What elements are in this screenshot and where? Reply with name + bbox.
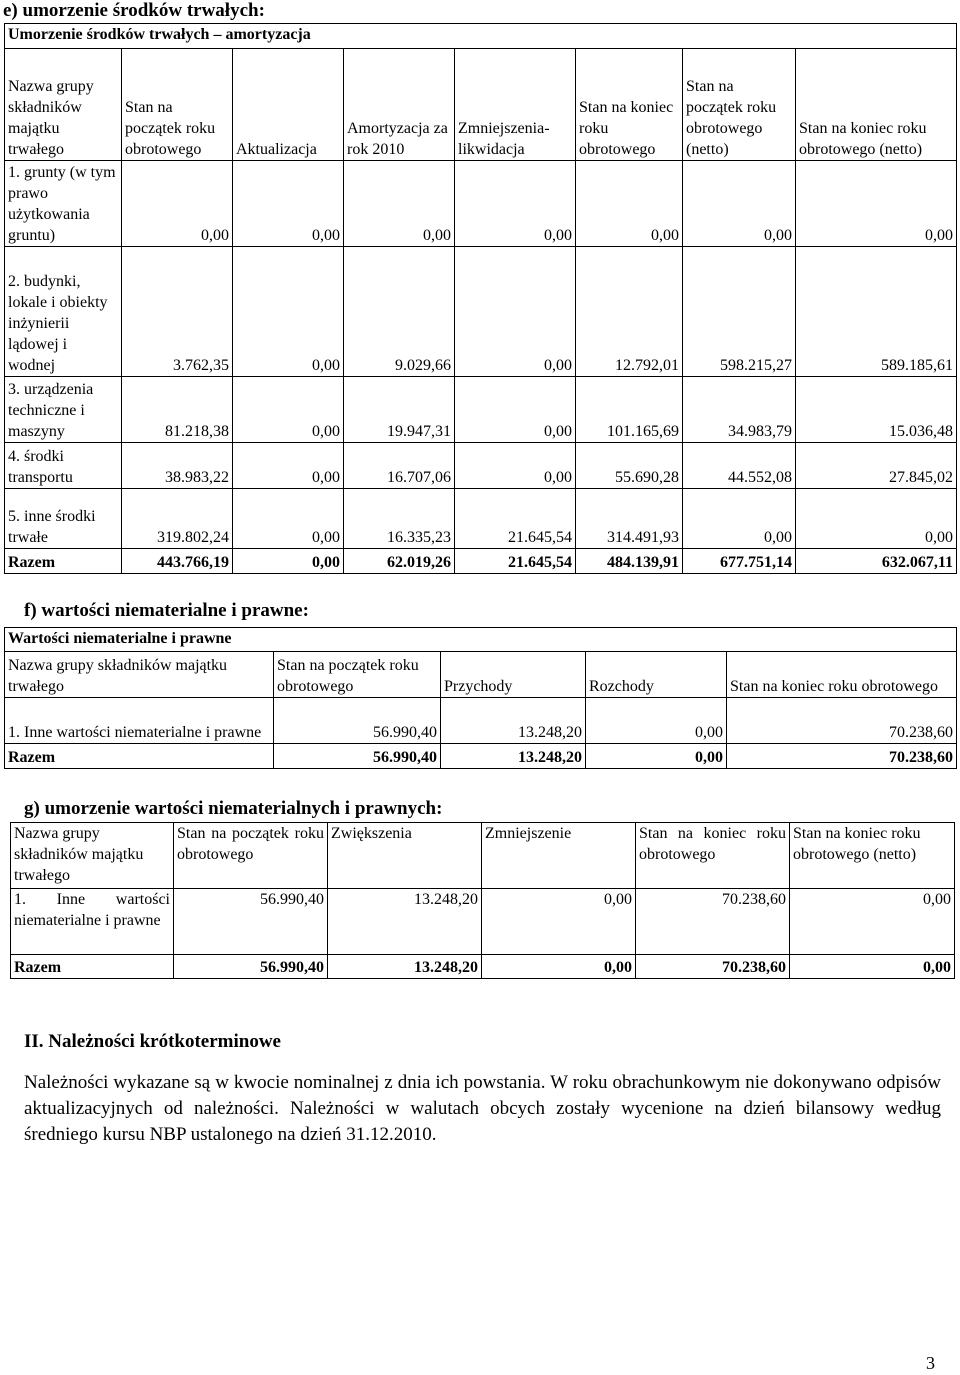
cell-value: 0,00 [586,698,727,744]
column-header: Nazwa grupy składników majątku trwałego [11,823,174,889]
cell-value: 0,00 [233,247,344,377]
column-header: Rozchody [586,652,727,698]
total-row [5,744,957,769]
column-header: Stan na początek roku obrotowego [174,823,328,889]
cell-value: 56.990,40 [274,744,441,769]
cell-value: 44.552,08 [683,443,796,489]
column-header: Nazwa grupy składników majątku trwałego [5,49,122,161]
column-header: Przychody [441,652,586,698]
column-header: Stan na początek roku obrotowego [274,652,441,698]
row-label: Razem [11,955,174,979]
column-header: Stan na koniec roku obrotowego [576,49,683,161]
cell-value: 3.762,35 [122,247,233,377]
row-label: Razem [5,744,274,769]
cell-value: 13.248,20 [328,955,482,979]
cell-value: 0,00 [790,889,955,955]
column-header: Zmniejszenie [482,823,636,889]
cell-value: 0,00 [233,549,344,574]
cell-value: 16.335,23 [344,489,455,549]
cell-value: 62.019,26 [344,549,455,574]
table-row [5,161,957,247]
cell-value: 12.792,01 [576,247,683,377]
cell-value: 70.238,60 [636,889,790,955]
column-header: Amortyzacja za rok 2010 [344,49,455,161]
cell-value: 13.248,20 [441,698,586,744]
cell-value: 21.645,54 [455,489,576,549]
cell-value: 34.983,79 [683,377,796,443]
cell-value: 589.185,61 [796,247,957,377]
cell-value: 70.238,60 [636,955,790,979]
cell-value: 598.215,27 [683,247,796,377]
cell-value: 0,00 [790,955,955,979]
table-row [5,247,957,377]
column-header: Stan na koniec roku obrotowego (netto) [790,823,955,889]
intangible-assets-table [4,627,957,769]
cell-value: 70.238,60 [727,744,957,769]
section-e-title: e) umorzenie środków trwałych: [3,0,265,21]
section-g-title: g) umorzenie wartości niematerialnych i prawnych: [24,798,443,819]
row-label: 1. Inne wartości niematerialne i prawne [11,889,174,955]
row-label: 1. grunty (w tym prawo użytkowania gruntu) [5,161,122,247]
cell-value: 27.845,02 [796,443,957,489]
table-row [5,698,957,744]
cell-value: 0,00 [455,247,576,377]
cell-value: 19.947,31 [344,377,455,443]
column-header: Stan na koniec roku obrotowego [727,652,957,698]
table-row [11,889,955,955]
total-row [11,955,955,979]
cell-value: 0,00 [233,377,344,443]
cell-value: 56.990,40 [274,698,441,744]
cell-value: 677.751,14 [683,549,796,574]
cell-value: 70.238,60 [727,698,957,744]
cell-value: 81.218,38 [122,377,233,443]
table-caption: Wartości niematerialne i prawne [5,628,957,652]
cell-value: 15.036,48 [796,377,957,443]
column-header: Zmniejszenia-likwidacja [455,49,576,161]
cell-value: 0,00 [482,889,636,955]
section-ii-paragraph: Należności wykazane są w kwocie nominalnej z dnia ich powstania. W roku obrachunkowym nie dokonywano odpisów aktualizacyjnych od należności. Należności w walutach obcych zostały wycenione na dzień bilansowy według średniego kursu NBP ustalonego na dzień 31.12.2010. [24,1072,941,1145]
row-label: 4. środki transportu [5,443,122,489]
row-label: Razem [5,549,122,574]
cell-value: 0,00 [233,161,344,247]
cell-value: 21.645,54 [455,549,576,574]
table-row [5,443,957,489]
fixed-assets-depreciation-table [4,23,957,574]
cell-value: 16.707,06 [344,443,455,489]
row-label: 1. Inne wartości niematerialne i prawne [5,698,274,744]
row-label: 5. inne środki trwałe [5,489,122,549]
cell-value: 56.990,40 [174,955,328,979]
cell-value: 0,00 [683,489,796,549]
intangible-amortization-table [10,822,955,979]
table-row [5,377,957,443]
cell-value: 443.766,19 [122,549,233,574]
cell-value: 319.802,24 [122,489,233,549]
cell-value: 0,00 [455,443,576,489]
cell-value: 0,00 [482,955,636,979]
cell-value: 13.248,20 [441,744,586,769]
cell-value: 9.029,66 [344,247,455,377]
column-header: Stan na początek roku obrotowego (netto) [683,49,796,161]
cell-value: 0,00 [122,161,233,247]
cell-value: 0,00 [344,161,455,247]
cell-value: 56.990,40 [174,889,328,955]
cell-value: 38.983,22 [122,443,233,489]
cell-value: 484.139,91 [576,549,683,574]
column-header: Zwiększenia [328,823,482,889]
cell-value: 13.248,20 [328,889,482,955]
column-header: Aktualizacja [233,49,344,161]
cell-value: 632.067,11 [796,549,957,574]
row-label: 2. budynki, lokale i obiekty inżynierii lądowej i wodnej [5,247,122,377]
cell-value: 0,00 [796,489,957,549]
cell-value: 0,00 [455,377,576,443]
cell-value: 0,00 [796,161,957,247]
table-caption: Umorzenie środków trwałych – amortyzacja [5,24,957,49]
cell-value: 0,00 [455,161,576,247]
section-f-title: f) wartości niematerialne i prawne: [24,600,309,621]
column-header: Nazwa grupy składników majątku trwałego [5,652,274,698]
cell-value: 0,00 [233,489,344,549]
table-row [5,489,957,549]
cell-value: 0,00 [233,443,344,489]
total-row [5,549,957,574]
cell-value: 101.165,69 [576,377,683,443]
column-header: Stan na koniec roku obrotowego [636,823,790,889]
column-header: Stan na początek roku obrotowego [122,49,233,161]
column-header: Stan na koniec roku obrotowego (netto) [796,49,957,161]
cell-value: 0,00 [683,161,796,247]
cell-value: 0,00 [586,744,727,769]
cell-value: 0,00 [576,161,683,247]
page-number: 3 [926,1353,935,1373]
cell-value: 55.690,28 [576,443,683,489]
cell-value: 314.491,93 [576,489,683,549]
row-label: 3. urządzenia techniczne i maszyny [5,377,122,443]
section-ii-title: II. Należności krótkoterminowe [24,1031,281,1052]
